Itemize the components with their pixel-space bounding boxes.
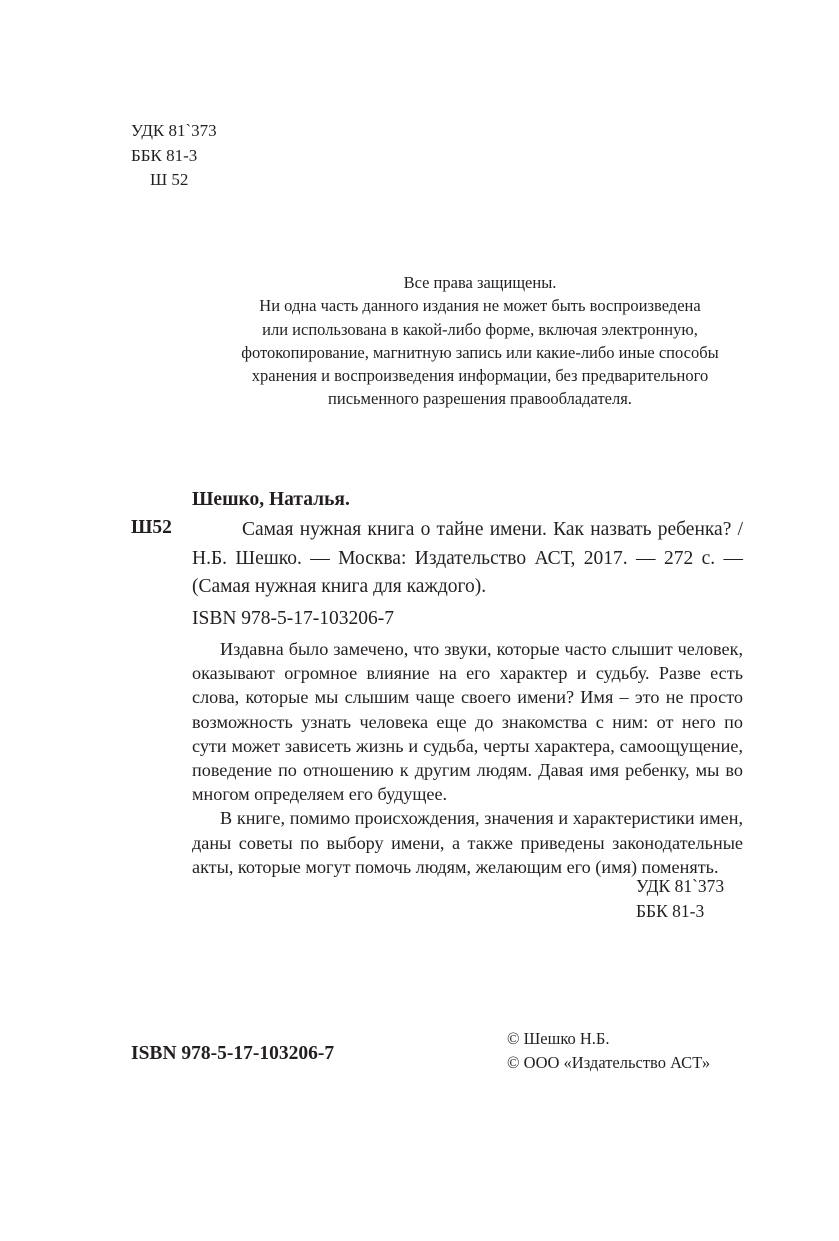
rights-line: или использована в какой-либо форме, включая электронную, — [262, 319, 698, 339]
rights-line: фотокопирование, магнитную запись или какие-либо иные способы — [241, 342, 719, 362]
copyright-block — [507, 1027, 710, 1075]
rights-line: Ни одна часть данного издания не может быть воспроизведена — [259, 296, 701, 316]
classification-codes-top — [131, 119, 217, 193]
bbk-code: ББК 81-3 — [131, 145, 198, 165]
udk-code: УДК 81`373 — [636, 876, 725, 896]
rights-notice — [190, 271, 770, 411]
author-mark: Ш 52 — [150, 170, 189, 189]
annotation — [192, 637, 743, 879]
bibliographic-description: Самая нужная книга о тайне имени. Как назвать ребенка? / Н.Б. Шешко. — Москва: Издательство АСТ, 2017. — 272 с. — (Самая нужная книга для каждого). — [192, 519, 743, 597]
udk-code: УДК 81`373 — [131, 121, 217, 140]
bbk-code: ББК 81-3 — [636, 901, 705, 921]
footer-isbn: ISBN 978-5-17-103206-7 — [131, 1043, 335, 1064]
rights-line: письменного разрешения правообладателя. — [328, 389, 632, 409]
annotation-paragraph: Издавна было замечено, что звуки, которые часто слышит человек, оказывают огромное влияние на его характер и судьбу. Разве есть слова, которые мы слышим чаще своего имени? Имя – это не просто возможность узнать человека еще до знакомства с ним: от него по сути может зависеть жизнь и судьба, черты характера, самоощущение, поведение по отношению к другим людям. Давая имя ребенку, мы во многом определяем его будущее. — [192, 639, 743, 805]
rights-line: хранения и воспроизведения информации, без предварительного — [251, 366, 709, 386]
annotation-paragraph: В книге, помимо происхождения, значения и характеристики имен, даны советы по выбору имени, а также приведены законодательные акты, которые могут помочь людям, желающим его (имя) поменять. — [192, 808, 743, 877]
author-heading: Шешко, Наталья. — [192, 489, 350, 510]
classification-codes-right — [636, 874, 724, 924]
catalog-isbn: ISBN 978-5-17-103206-7 — [192, 608, 395, 629]
rights-line: Все права защищены. — [403, 273, 557, 292]
catalog-code: Ш52 — [131, 517, 172, 538]
copyright-author: © Шешко Н.Б. — [507, 1029, 610, 1048]
copyright-publisher: © ООО «Издательство АСТ» — [507, 1053, 711, 1072]
